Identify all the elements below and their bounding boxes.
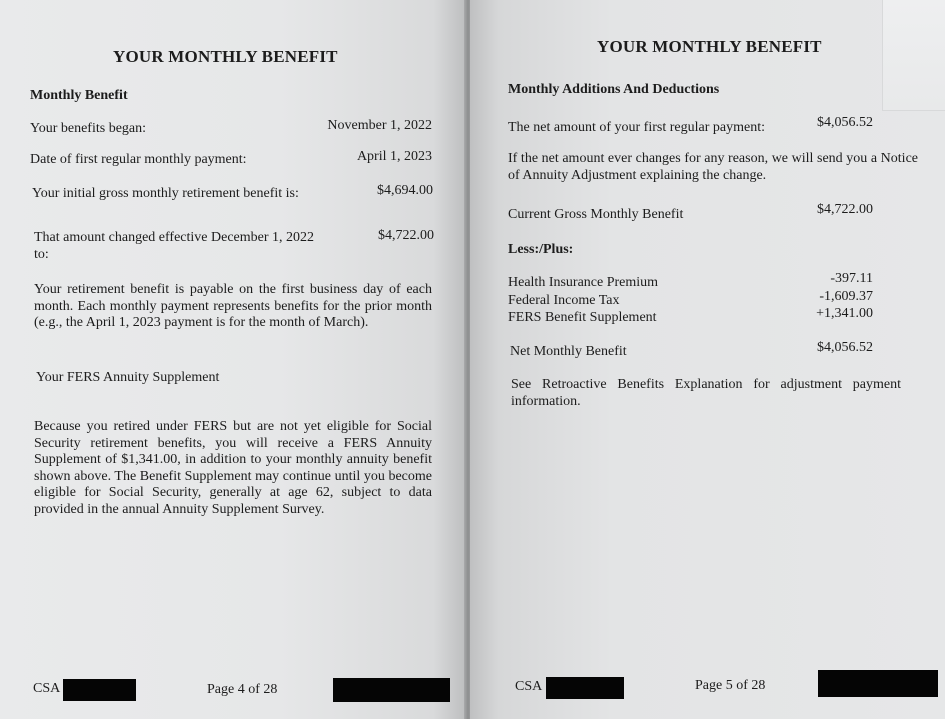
csa-number-redaction <box>63 679 136 701</box>
changed-amount-value: $4,722.00 <box>378 228 434 243</box>
section-heading-monthly-benefit: Monthly Benefit <box>30 88 128 103</box>
first-payment-label: Date of first regular monthly payment: <box>30 152 247 167</box>
current-gross-value: $4,722.00 <box>817 202 873 217</box>
adjustment-value: -397.11 <box>830 271 873 286</box>
net-first-payment-value: $4,056.52 <box>817 115 873 130</box>
first-payment-value: April 1, 2023 <box>356 149 432 164</box>
page-number: Page 4 of 28 <box>207 682 278 697</box>
section-heading-additions-deductions: Monthly Additions And Deductions <box>508 82 720 97</box>
benefits-began-label: Your benefits began: <box>30 121 147 136</box>
adjustment-value: +1,341.00 <box>816 306 873 321</box>
supplement-heading: Your FERS Annuity Supplement <box>36 370 220 385</box>
changed-amount-label-line2: to: <box>34 247 49 262</box>
retro-paragraph: See Retroactive Benefits Explanation for adjustment payment information. <box>511 377 901 409</box>
csa-label: CSA <box>33 681 61 696</box>
less-plus-heading: Less:/Plus: <box>508 242 574 257</box>
adjustment-label: FERS Benefit Supplement <box>508 310 657 325</box>
adjustment-value: -1,609.37 <box>819 289 873 304</box>
notice-paragraph: If the net amount ever changes for any reason, we will send you a Notice of Annuity Adjustment explaining the change. <box>508 151 918 183</box>
net-monthly-value: $4,056.52 <box>817 340 873 355</box>
csa-label: CSA <box>515 679 543 694</box>
net-monthly-label: Net Monthly Benefit <box>510 344 627 359</box>
payable-paragraph: Your retirement benefit is payable on the first business day of each month. Each monthly payment represents benefits for the prior month (e.g., the April 1, 2023 payment is for the month of March). <box>34 282 432 331</box>
benefits-began-value: November 1, 2022 <box>327 118 432 133</box>
page-title: YOUR MONTHLY BENEFIT <box>597 37 822 56</box>
folded-corner <box>882 0 945 111</box>
page-5 <box>470 0 945 719</box>
initial-gross-value: $4,694.00 <box>377 183 433 198</box>
page-title: YOUR MONTHLY BENEFIT <box>113 47 338 66</box>
footer-redaction <box>818 670 938 697</box>
csa-number-redaction <box>546 677 624 699</box>
footer-redaction <box>333 678 450 702</box>
page-number: Page 5 of 28 <box>695 678 766 693</box>
adjustment-label: Health Insurance Premium <box>508 275 659 290</box>
supplement-paragraph: Because you retired under FERS but are not yet eligible for Social Security retirement benefits, you will receive a FERS Annuity Supplement of $1,341.00, in addition to your monthly annuity benefit shown above. The Benefit Supplement may continue until you become eligible for Social Security, generally at age 62, subject to data provided in the annual Annuity Supplement Survey. <box>34 419 432 517</box>
current-gross-label: Current Gross Monthly Benefit <box>508 207 684 222</box>
adjustment-label: Federal Income Tax <box>508 293 620 308</box>
page-4 <box>0 0 466 719</box>
changed-amount-label-line1: That amount changed effective December 1, 2022 <box>34 230 315 245</box>
initial-gross-label: Your initial gross monthly retirement benefit is: <box>32 186 299 201</box>
net-first-payment-label: The net amount of your first regular payment: <box>508 120 765 135</box>
